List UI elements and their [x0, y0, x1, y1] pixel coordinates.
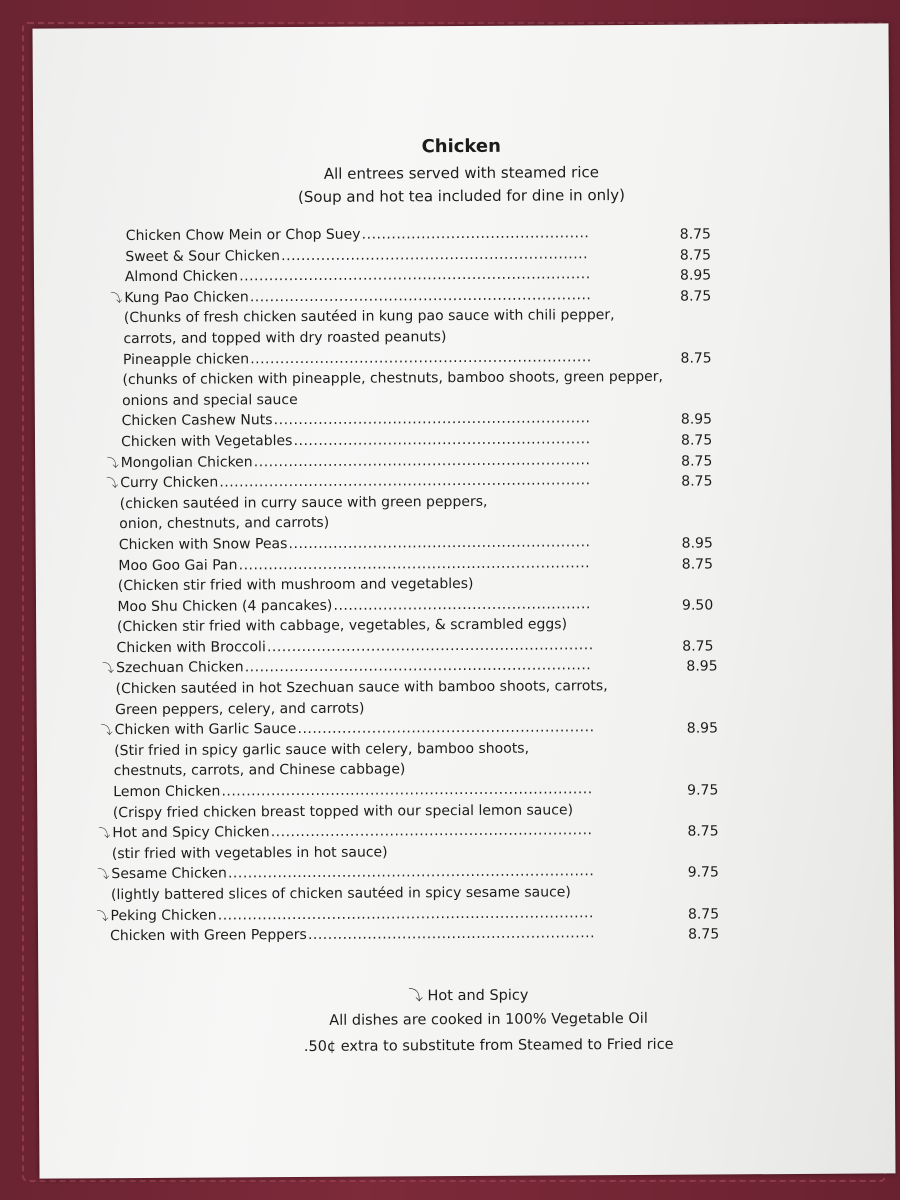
- menu-item-name: Lemon Chicken: [113, 783, 221, 801]
- chili-pepper-icon: ⤵︎: [106, 455, 119, 470]
- chili-pepper-icon: ⤵︎: [98, 826, 111, 841]
- menu-item-price: 8.95: [679, 267, 712, 284]
- menu-item-leader-dots: .............................................................: [288, 534, 591, 552]
- menu-item-description-text: onion, chestnuts, and carrots): [119, 515, 330, 533]
- menu-item-description-text: (Chunks of fresh chicken sautéed in kung pao sauce with chili pepper,: [123, 307, 615, 327]
- menu-item-description-text: carrots, and topped with dry roasted peanuts): [123, 329, 447, 348]
- menu-item-price: 8.95: [680, 411, 713, 429]
- menu-item-leader-dots: ..........................................................................: [227, 863, 595, 882]
- menu-item-leader-dots: ....................................................: [333, 595, 591, 614]
- menu-item-name: Curry Chicken: [120, 474, 219, 492]
- menu-title: Chicken: [421, 135, 501, 158]
- menu-item-price: 9.75: [687, 782, 719, 799]
- chili-pepper-icon: ⤵︎: [106, 476, 119, 491]
- menu-item-description-text: onions and special sauce: [122, 391, 298, 409]
- menu-item-name: Moo Shu Chicken (4 pancakes): [117, 597, 333, 615]
- menu-item-description-text: (chicken sautéed in curry sauce with green peppers,: [119, 493, 488, 512]
- menu-item-name: Hot and Spicy Chicken: [112, 824, 270, 842]
- chili-pepper-icon: ⤵︎: [96, 908, 109, 923]
- menu-item-price: 8.95: [686, 720, 719, 737]
- menu-item-name: Pineapple chicken: [122, 350, 250, 368]
- menu-item-description-text: Green peppers, celery, and carrots): [115, 700, 365, 718]
- menu-item-description-text: (Chicken stir fried with cabbage, vegetables, & scrambled eggs): [116, 616, 568, 636]
- menu-item-leader-dots: ...........................................................................: [219, 472, 591, 491]
- menu-item-price: 8.75: [680, 432, 713, 449]
- menu-item-price: 8.75: [682, 638, 714, 655]
- menu-item-leader-dots: ....................................................................: [253, 451, 591, 470]
- menu-item-price: 8.75: [679, 247, 712, 264]
- menu-subtitle-rice: All entrees served with steamed rice: [323, 163, 600, 183]
- menu-item-leader-dots: .......................................................................: [239, 266, 591, 285]
- menu-item-price: 8.75: [687, 926, 720, 943]
- menu-item-leader-dots: ............................................................: [297, 719, 595, 738]
- menu-item-leader-dots: ...........................................................................: [221, 781, 593, 800]
- chili-pepper-icon: ⤵︎: [97, 867, 110, 882]
- menu-item-price: 8.75: [687, 906, 720, 923]
- menu-item-price: 8.75: [681, 453, 713, 470]
- menu-item-description-text: (Crispy fried chicken breast topped with our special lemon sauce): [112, 801, 574, 821]
- menu-item-price: 8.75: [679, 226, 711, 243]
- spicy-legend: [368, 983, 568, 1005]
- rice-substitution-note: .50¢ extra to substitute from Steamed to Fried rice: [303, 1036, 674, 1055]
- menu-item: [38, 922, 894, 948]
- menu-item-name: Chicken with Green Peppers: [109, 927, 307, 945]
- menu-item-name: Chicken with Broccoli: [116, 639, 266, 656]
- menu-item-leader-dots: ............................................................................: [217, 904, 594, 924]
- menu-item-price: 9.75: [687, 864, 719, 882]
- chili-pepper-icon: ⤵︎: [408, 988, 423, 1005]
- menu-item-description-text: (lightly battered slices of chicken sautéed in spicy sesame sauce): [110, 884, 571, 904]
- menu-item-leader-dots: .................................................................: [270, 822, 593, 841]
- menu-item-description-text: (Stir fried in spicy garlic sauce with celery, bamboo shoots,: [114, 740, 530, 759]
- menu-item-leader-dots: ..............................................................: [281, 245, 589, 264]
- menu-item-name: Chicken Cashew Nuts: [121, 412, 273, 430]
- menu-item-name: Sesame Chicken: [111, 865, 227, 883]
- chili-pepper-icon: ⤵︎: [110, 290, 123, 305]
- menu-item-name: Szechuan Chicken: [115, 659, 244, 677]
- menu-item-list: [34, 221, 894, 947]
- menu-page: [32, 23, 895, 1178]
- menu-item-name: Chicken with Snow Peas: [118, 535, 288, 554]
- menu-item-name: Almond Chicken: [124, 268, 239, 286]
- menu-item-name: Moo Goo Gai Pan: [118, 556, 238, 574]
- menu-item-price: 8.95: [686, 658, 718, 676]
- menu-item-description-text: (stir fried with vegetables in hot sauce): [111, 844, 388, 862]
- menu-item-description-text: (chunks of chicken with pineapple, chestnuts, bamboo shoots, green pepper,: [122, 368, 663, 389]
- menu-item-leader-dots: ..................................................................: [266, 637, 594, 656]
- chili-pepper-icon: ⤵︎: [102, 661, 115, 676]
- menu-item-price: 8.75: [680, 350, 712, 367]
- menu-item-leader-dots: ..........................................................: [307, 925, 596, 944]
- menu-item-name: Chicken with Vegetables: [121, 432, 293, 451]
- menu-subtitle-soup: (Soup and hot tea included for dine in only): [297, 186, 626, 207]
- menu-item-leader-dots: .....................................................................: [250, 348, 592, 367]
- menu-item-price: 8.75: [680, 288, 712, 305]
- menu-item-leader-dots: ..............................................: [361, 225, 590, 243]
- spicy-legend-label: Hot and Spicy: [427, 987, 529, 1005]
- menu-item-name: Chicken Chow Mein or Chop Suey: [125, 226, 361, 245]
- menu-item-leader-dots: ......................................................................: [244, 657, 592, 676]
- menu-item-price: 8.75: [687, 823, 719, 840]
- menu-item-description-text: chestnuts, carrots, and Chinese cabbage): [113, 761, 406, 780]
- menu-item-name: Kung Pao Chicken: [124, 289, 249, 306]
- menu-item-leader-dots: .....................................................................: [249, 286, 592, 306]
- menu-item-name: Chicken with Garlic Sauce: [114, 721, 297, 739]
- menu-item-description-text: (Chicken sautéed in hot Szechuan sauce with bamboo shoots, carrots,: [115, 678, 608, 698]
- menu-item-leader-dots: ............................................................: [293, 431, 591, 449]
- menu-item-price: 9.50: [681, 597, 714, 614]
- menu-item-price: 8.75: [681, 555, 713, 573]
- menu-item-leader-dots: ................................................................: [273, 410, 591, 429]
- chili-pepper-icon: ⤵︎: [100, 723, 113, 738]
- menu-item-name: Peking Chicken: [110, 907, 217, 924]
- oil-note: All dishes are cooked in 100% Vegetable Oil: [329, 1010, 648, 1029]
- menu-item-name: Sweet & Sour Chicken: [125, 247, 281, 265]
- menu-item-price: 8.75: [681, 473, 713, 490]
- menu-item-price: 8.95: [681, 535, 713, 552]
- menu-item-leader-dots: .......................................................................: [238, 554, 591, 573]
- menu-item-name: Mongolian Chicken: [120, 453, 253, 471]
- menu-item-description-text: (Chicken stir fried with mushroom and vegetables): [117, 576, 474, 595]
